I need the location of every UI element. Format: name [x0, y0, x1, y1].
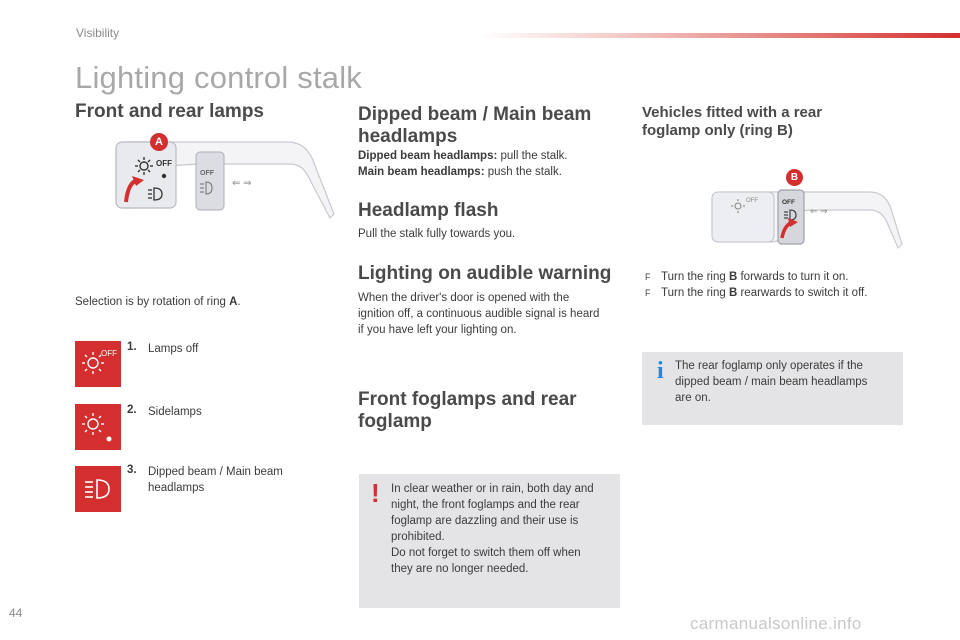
audible-warning-heading: Lighting on audible warning [358, 263, 612, 284]
ring-a-badge: A [150, 133, 168, 151]
header-gradient-rule [480, 33, 960, 38]
indicator-arrows-icon: ⇐ ⇒ [810, 206, 828, 216]
item-label-dipped-beam: Dipped beam / Main beam headlamps [148, 466, 283, 494]
foglamps-heading: Front foglamps and rear foglamp [358, 389, 577, 432]
lamps-off-icon-text: OFF [101, 349, 117, 358]
info-icon: i [657, 358, 664, 384]
item-label-lamps-off: Lamps off [148, 343, 199, 355]
fog-ring-off-label: OFF [200, 170, 214, 177]
ring-b-off-label: OFF [782, 199, 795, 206]
sidelamps-icon [75, 404, 121, 450]
warning-icon: ! [371, 478, 380, 508]
watermark: carmanualsonline.info [690, 614, 862, 633]
page-number: 44 [9, 606, 23, 620]
stalk-illustration-a [108, 128, 338, 220]
dipped-main-heading: Dipped beam / Main beam headlamps [358, 104, 592, 147]
rear-foglamp-heading: Vehicles fitted with a rear foglamp only (ring B) [642, 104, 823, 139]
headlamp-flash-heading: Headlamp flash [358, 200, 499, 221]
stalk-b-off-label: OFF [746, 198, 758, 204]
instruction-turn-on: F Turn the ring B forwards to turn it on. [645, 271, 849, 283]
item-label-sidelamps: Sidelamps [148, 406, 202, 418]
item-number: 1. [127, 341, 137, 353]
item-number: 2. [127, 404, 137, 416]
indicator-arrows-icon: ⇐ ⇒ [232, 178, 252, 189]
selection-text: Selection is by rotation of ring A. [75, 296, 241, 308]
sidelamp-dot [162, 174, 166, 178]
stalk-illustration-b [710, 180, 905, 252]
ring-b-badge: B [786, 169, 803, 186]
front-rear-heading: Front and rear lamps [75, 101, 264, 122]
dipped-beam-icon [75, 466, 121, 512]
item-number: 3. [127, 464, 137, 476]
dipped-main-text: Dipped beam headlamps: pull the stalk. Main beam headlamps: push the stalk. [358, 150, 568, 178]
bullet-mark-icon: F [645, 272, 651, 282]
instruction-turn-off: F Turn the ring B rearwards to switch it off. [645, 287, 868, 299]
bullet-mark-icon: F [645, 288, 651, 298]
fog-ring [196, 152, 224, 210]
section-tag: Visibility [76, 26, 120, 40]
headlamp-flash-text: Pull the stalk fully towards you. [358, 228, 516, 240]
ring-b-instructions [645, 269, 905, 301]
stalk-off-label: OFF [156, 159, 172, 168]
info-text: The rear foglamp only operates if the dipped beam / main beam headlamps are on. [675, 360, 868, 404]
audible-warning-text: When the driver's door is opened with the ignition off, a continuous audible signal is heard if you have left your lighting on. [358, 292, 600, 336]
page-title: Lighting control stalk [75, 60, 363, 95]
warning-text: In clear weather or in rain, both day and night, the front foglamps and the rear foglamp are dazzling and their use is prohibited. Do not forget to switch them off when they are no longer needed. [391, 483, 594, 575]
lamps-off-icon [75, 341, 121, 387]
